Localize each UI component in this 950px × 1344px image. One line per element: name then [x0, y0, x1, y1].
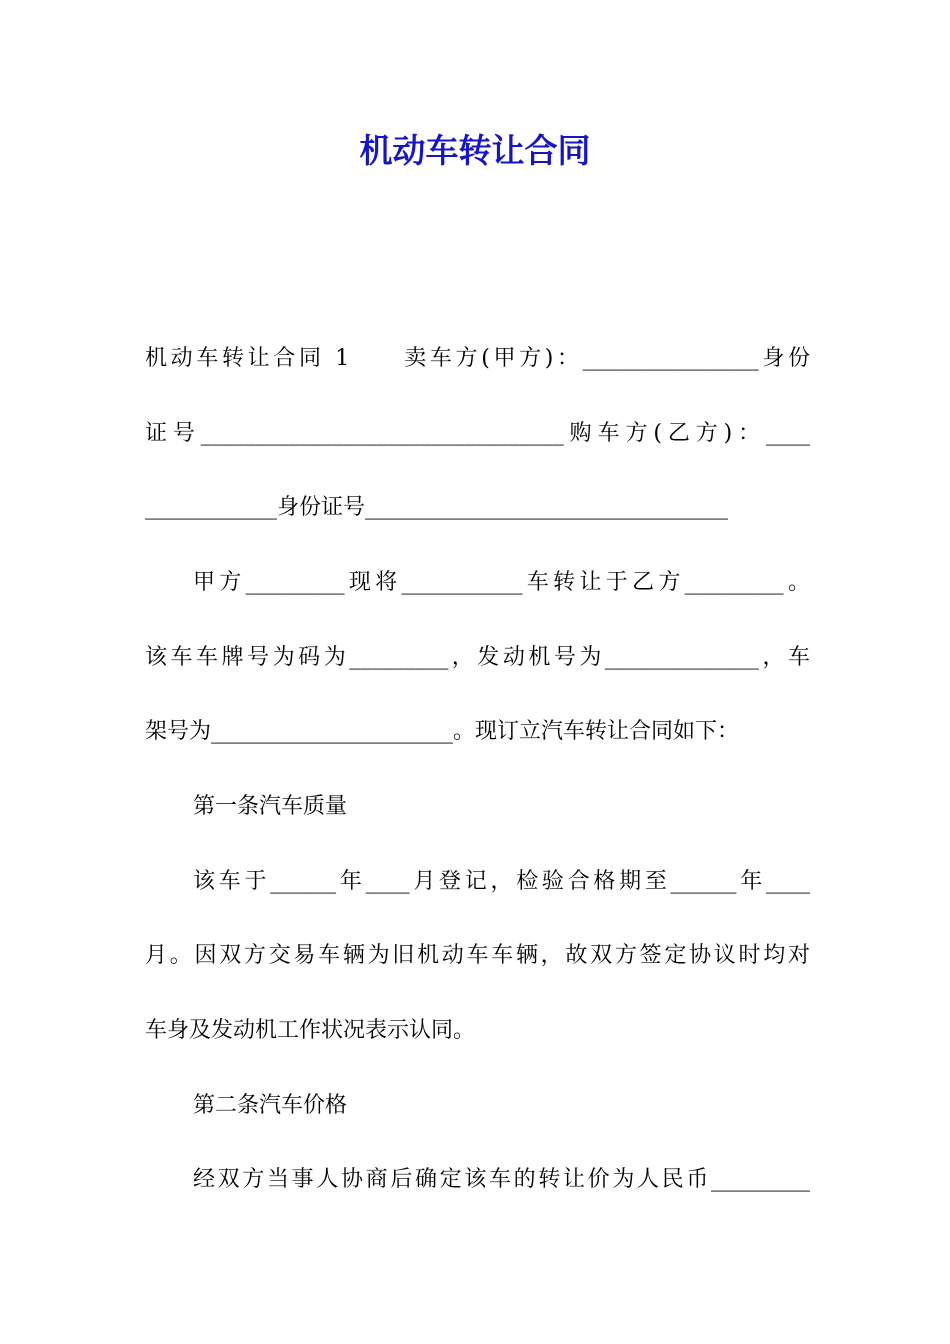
- paragraph-line-4: 甲方_________现将___________车转让于乙方_________。: [193, 570, 810, 595]
- section-heading-quality: 第一条汽车质量: [193, 794, 348, 819]
- paragraph-line-10: 车身及发动机工作状况表示认同。: [145, 1018, 476, 1043]
- document-title: 机动车转让合同: [359, 131, 591, 170]
- paragraph-line-1: 机动车转让合同 1 卖车方(甲方)：________________身份: [145, 346, 810, 371]
- paragraph-line-12: 经双方当事人协商后确定该车的转让价为人民币_________: [193, 1167, 810, 1192]
- paragraph-line-3: ____________身份证号_________________________________: [145, 495, 729, 520]
- section-heading-price: 第二条汽车价格: [193, 1093, 348, 1118]
- paragraph-line-8: 该车于______年____月登记，检验合格期至______年____: [193, 869, 810, 894]
- paragraph-line-9: 月。因双方交易车辆为旧机动车车辆，故双方签定协议时均对: [145, 943, 810, 968]
- paragraph-line-2: 证号_________________________________购车方(乙方)：____: [145, 421, 810, 446]
- paragraph-line-5: 该车车牌号为码为_________，发动机号为______________，车: [145, 645, 810, 670]
- paragraph-line-6: 架号为______________________。现订立汽车转让合同如下：: [145, 719, 740, 744]
